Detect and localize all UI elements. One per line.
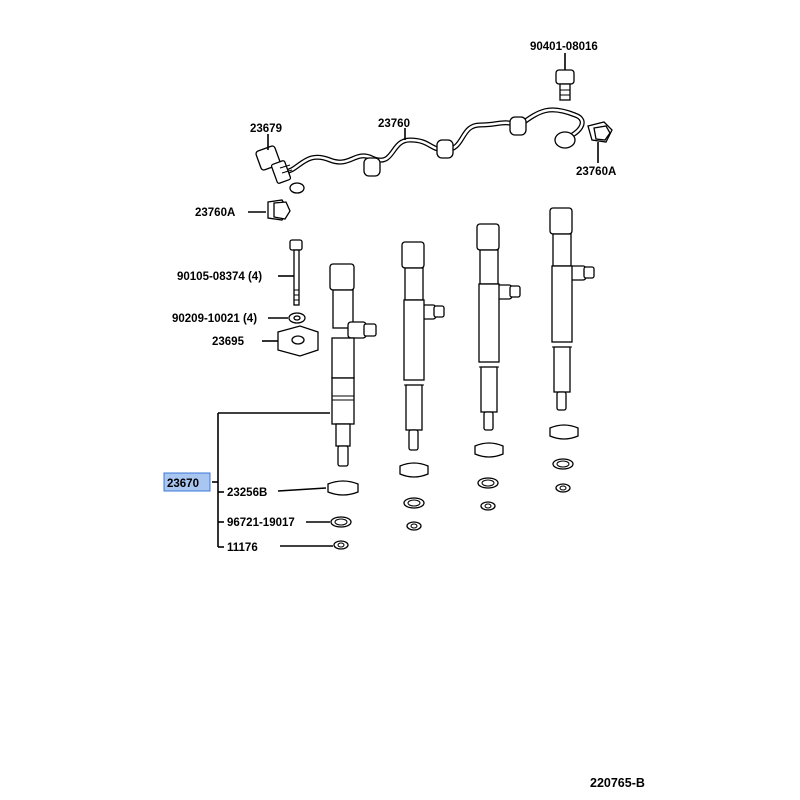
seal-set-injector-3 xyxy=(475,443,503,510)
label-11176[interactable]: 11176 xyxy=(227,542,258,554)
bolt-90401-08016-part xyxy=(556,53,574,100)
injector-4-part xyxy=(550,208,594,410)
fuel-line-23760-part xyxy=(285,110,582,176)
injector-3-part xyxy=(477,224,520,430)
label-23695[interactable]: 23695 xyxy=(212,336,244,348)
label-23760[interactable]: 23760 xyxy=(378,118,410,130)
injector-2-part xyxy=(402,242,444,450)
label-23760a-right[interactable]: 23760A xyxy=(576,166,617,178)
label-23679[interactable]: 23679 xyxy=(250,123,282,135)
injector-1-part xyxy=(330,264,376,466)
diagram-id: 220765-B xyxy=(590,776,645,790)
label-23256b[interactable]: 23256B xyxy=(227,487,268,499)
seal-set-injector-2 xyxy=(400,463,428,530)
clamp-right-23760a-part xyxy=(588,122,612,163)
clamp-left-23760a-part xyxy=(248,200,290,220)
label-90105-08374[interactable]: 90105-08374 (4) xyxy=(177,271,263,283)
seal-set-injector-4 xyxy=(550,425,578,492)
label-96721-19017[interactable]: 96721-19017 xyxy=(227,517,295,529)
clamp-plate-23695-part xyxy=(262,326,318,356)
label-23670[interactable]: 23670 xyxy=(167,478,199,490)
seal-set-injector-1 xyxy=(328,481,358,549)
label-90209-10021[interactable]: 90209-10021 (4) xyxy=(172,313,258,325)
label-90401-08016[interactable]: 90401-08016 xyxy=(530,41,598,53)
stud-90105-08374-part xyxy=(278,240,302,305)
label-23760a-left[interactable]: 23760A xyxy=(195,207,236,219)
washer-90209-10021-part xyxy=(268,313,305,323)
